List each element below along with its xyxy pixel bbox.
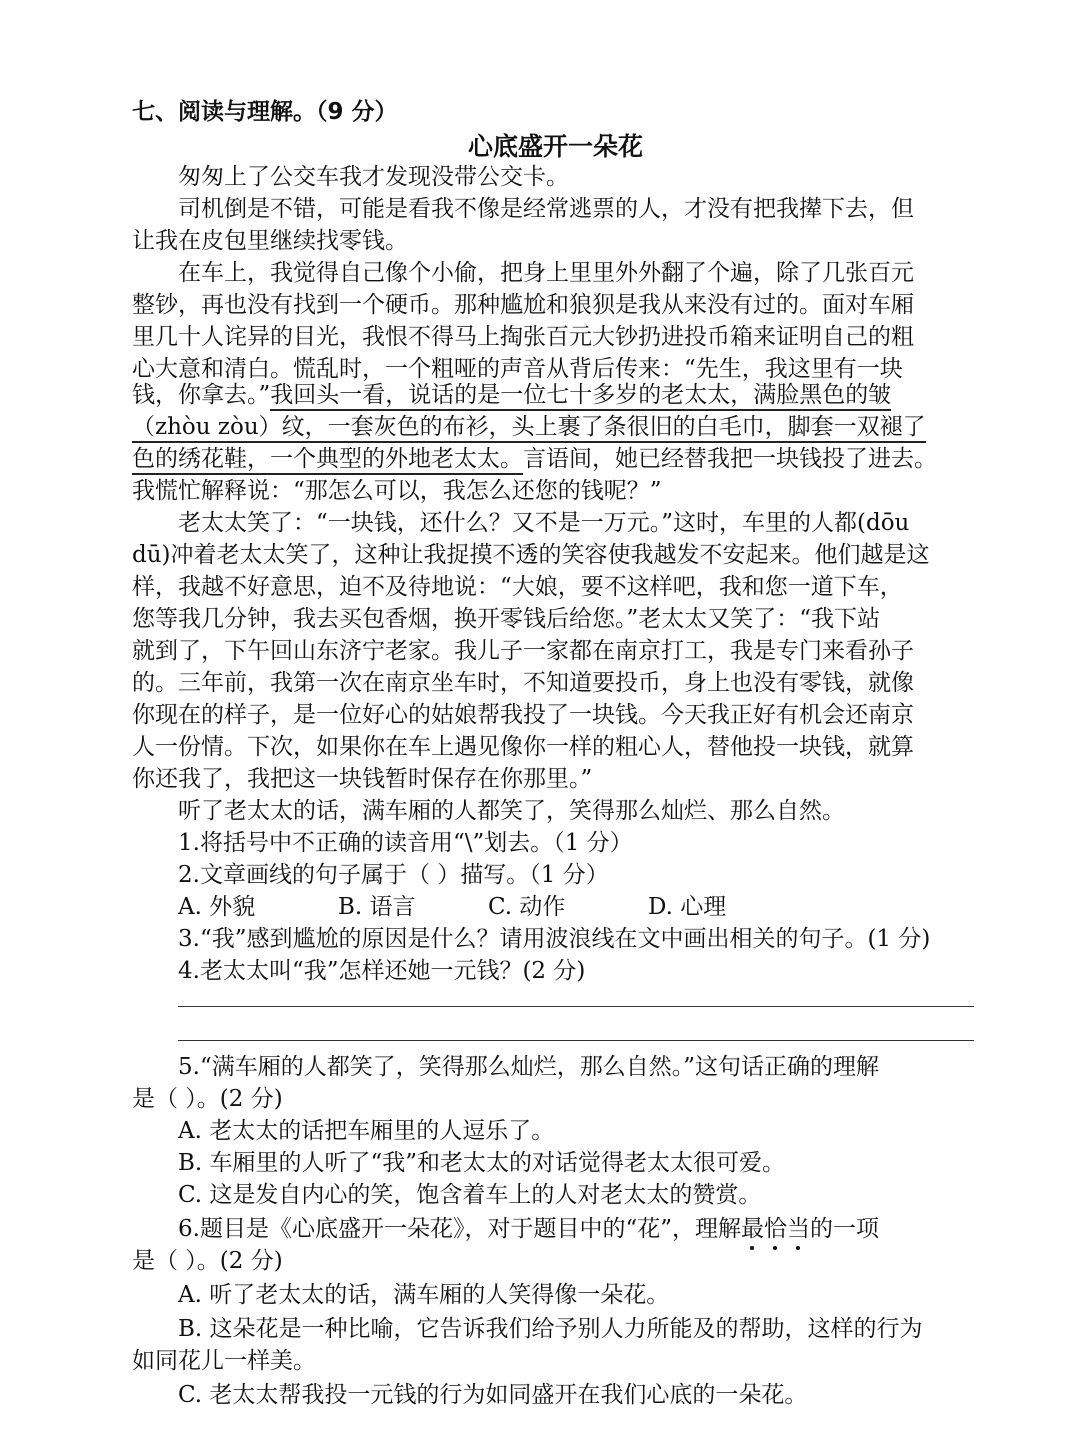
paragraph-line: 就到了，下午回山东济宁老家。我儿子一家都在南京打工，我是专门来看孙子 bbox=[132, 638, 914, 664]
question-1: 1.将括号中不正确的读音用“\”划去。（1 分） bbox=[178, 830, 633, 856]
question-5-option-c[interactable]: C. 这是发自内心的笑，饱含着车上的人对老太太的赞赏。 bbox=[178, 1182, 762, 1208]
underlined-sentence: 色的绣花鞋，一个典型的外地老太太。 bbox=[132, 446, 523, 475]
underlined-sentence: 我回头一看，说话的是一位七十多岁的老太太，满脸黑色的皱 bbox=[270, 382, 891, 411]
emphasis-char: 最 bbox=[741, 1213, 764, 1246]
question-2: 2.文章画线的句子属于（ ）描写。（1 分） bbox=[178, 862, 609, 888]
paragraph-line: 的。三年前，我第一次在南京坐车时，不知道要投币，身上也没有零钱，就像 bbox=[132, 670, 914, 696]
question-5-option-a[interactable]: A. 老太太的话把车厢里的人逗乐了。 bbox=[178, 1118, 555, 1144]
question-5-option-b[interactable]: B. 车厢里的人听了“我”和老太太的对话觉得老太太很可爱。 bbox=[178, 1150, 786, 1176]
option-d[interactable]: D. 心理 bbox=[648, 894, 727, 920]
question-text: 6.题目是《心底盛开一朵花》，对于题目中的“花”，理解 bbox=[178, 1216, 741, 1242]
paragraph-line: 您等我几分钟，我去买包香烟，换开零钱后给您。”老太太又笑了：“我下站 bbox=[132, 606, 881, 632]
paragraph-line: 你现在的样子，是一位好心的姑娘帮我投了一块钱。今天我正好有机会还南京 bbox=[132, 702, 914, 728]
underlined-sentence: （zhòu zòu）纹，一套灰色的布衫，头上裹了条很旧的白毛巾，脚套一双褪了 bbox=[132, 414, 926, 443]
paragraph-line bbox=[132, 379, 891, 412]
paragraph-line: 你还我了，我把这一块钱暂时保存在你那里。” bbox=[132, 766, 593, 792]
question-4: 4.老太太叫“我”怎样还她一元钱？(2 分) bbox=[178, 958, 586, 984]
paragraph-line: 整钞，再也没有找到一个硬币。那种尴尬和狼狈是我从来没有过的。面对车厢 bbox=[132, 292, 914, 318]
emphasis-char: 当 bbox=[787, 1213, 810, 1246]
paragraph-line bbox=[132, 411, 926, 444]
paragraph-line: 让我在皮包里继续找零钱。 bbox=[132, 228, 408, 254]
question-5-cont: 是（ ）。(2 分) bbox=[132, 1086, 283, 1112]
paragraph-line: 我慌忙解释说：“那怎么可以，我怎么还您的钱呢？” bbox=[132, 478, 662, 504]
paragraph-line: 样，我越不好意思，迫不及待地说：“大娘，要不这样吧，我和您一道下车， bbox=[132, 574, 903, 600]
question-6-cont: 是（ ）。(2 分) bbox=[132, 1248, 283, 1274]
question-2-options bbox=[178, 891, 726, 924]
option-c[interactable]: C. 动作 bbox=[488, 894, 566, 920]
question-6-option-c[interactable]: C. 老太太帮我投一元钱的行为如同盛开在我们心底的一朵花。 bbox=[178, 1382, 808, 1408]
paragraph-line: dū)冲着老太太笑了，这种让我捉摸不透的笑容使我越发不安起来。他们越是这 bbox=[132, 542, 930, 568]
paragraph-line bbox=[132, 443, 937, 476]
answer-line[interactable] bbox=[178, 1006, 974, 1007]
paragraph-line: 在车上，我觉得自己像个小偷，把身上里里外外翻了个遍，除了几张百元 bbox=[178, 260, 914, 286]
option-b[interactable]: B. 语言 bbox=[338, 894, 416, 920]
article-title: 心底盛开一朵花 bbox=[468, 132, 644, 161]
question-5: 5.“满车厢的人都笑了，笑得那么灿烂，那么自然。”这句话正确的理解 bbox=[178, 1054, 879, 1080]
paragraph-text: 言语间，她已经替我把一块钱投了进去。 bbox=[523, 446, 937, 472]
paragraph-line: 听了老太太的话，满车厢的人都笑了，笑得那么灿烂、那么自然。 bbox=[178, 798, 845, 824]
paragraph-line: 里几十人诧异的目光，我恨不得马上掏张百元大钞扔进投币箱来证明自己的粗 bbox=[132, 324, 914, 350]
question-6-option-a[interactable]: A. 听了老太太的话，满车厢的人笑得像一朵花。 bbox=[178, 1282, 670, 1308]
paragraph-line: 司机倒是不错，可能是看我不像是经常逃票的人，才没有把我撵下去，但 bbox=[178, 196, 914, 222]
emphasis-char: 恰 bbox=[764, 1213, 787, 1246]
paragraph-line: 老太太笑了：“一块钱，还什么？又不是一万元。”这时，车里的人都(dōu bbox=[178, 510, 910, 536]
question-text: 的一项 bbox=[809, 1216, 879, 1242]
question-6-option-b-cont[interactable]: 如同花儿一样美。 bbox=[132, 1348, 316, 1374]
option-a[interactable]: A. 外貌 bbox=[178, 894, 256, 920]
section-title: 七、阅读与理解。（9 分） bbox=[132, 99, 398, 125]
paragraph-line: 人一份情。下次，如果你在车上遇见像你一样的粗心人，替他投一块钱，就算 bbox=[132, 734, 914, 760]
question-6-option-b[interactable]: B. 这朵花是一种比喻，它告诉我们给予别人力所能及的帮助，这样的行为 bbox=[178, 1316, 923, 1342]
question-3: 3.“我”感到尴尬的原因是什么？请用波浪线在文中画出相关的句子。(1 分) bbox=[178, 926, 931, 952]
answer-line[interactable] bbox=[178, 1040, 974, 1041]
paragraph-line: 心大意和清白。慌乱时，一个粗哑的声音从背后传来：“先生，我这里有一块 bbox=[132, 356, 903, 382]
question-6 bbox=[178, 1213, 879, 1246]
paragraph-text: 钱，你拿去。” bbox=[132, 382, 271, 408]
paragraph-line: 匆匆上了公交车我才发现没带公交卡。 bbox=[178, 164, 569, 190]
